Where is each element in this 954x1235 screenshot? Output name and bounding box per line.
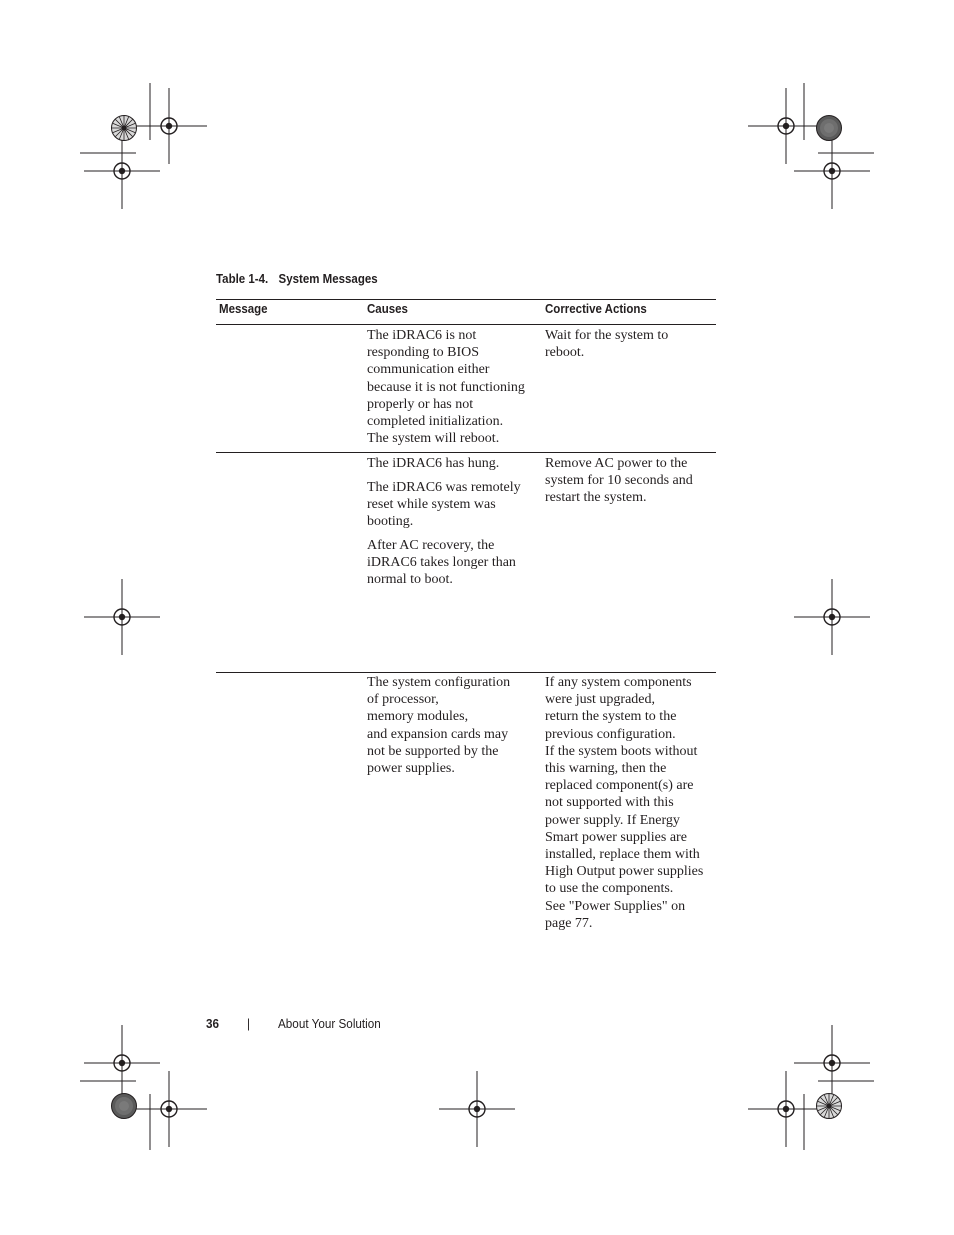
action-paragraph: If any system components were just upgraded, return the system to the previous configuration. If the system boots without this warning, then the replaced component(s) are not supported with this power supply. If Energy Smart power supplies are installed, replace them with High Output power supplies to use the components. See "Power Supplies" on page 77. <box>545 675 704 931</box>
table-row-divider <box>216 452 716 453</box>
column-header-actions: Corrective Actions <box>545 302 647 316</box>
table-title: System Messages <box>278 272 378 286</box>
action-paragraph: Remove AC power to the system for 10 seconds and restart the system. <box>545 456 693 506</box>
column-header-causes: Causes <box>367 302 408 316</box>
table-row-divider <box>216 672 716 673</box>
column-header-message: Message <box>219 302 268 316</box>
cause-paragraph: The iDRAC6 has hung. <box>367 456 500 471</box>
table-row-2-causes <box>367 455 521 588</box>
cause-paragraph: The iDRAC6 is not responding to BIOS communication either because it is not functioning properly or has not completed initialization. The system will reboot. <box>367 328 525 447</box>
table-row-3-causes <box>367 674 510 777</box>
table-top-rule <box>216 299 716 300</box>
footer-separator: | <box>247 1016 251 1031</box>
table-row-1-actions <box>545 327 668 361</box>
cause-paragraph: The system configuration of processor, memory modules, and expansion cards may not be supported by the power supplies. <box>367 675 511 777</box>
cause-paragraph: After AC recovery, the iDRAC6 takes longer than normal to boot. <box>367 537 516 588</box>
cause-paragraph: The iDRAC6 was remotely reset while system was booting. <box>367 479 521 530</box>
action-paragraph: Wait for the system to reboot. <box>545 328 669 361</box>
table-caption <box>216 272 378 286</box>
footer-section-title: About Your Solution <box>278 1016 381 1031</box>
page-number: 36 <box>206 1016 220 1031</box>
table-header-rule <box>216 324 716 325</box>
table-number: Table 1-4. <box>216 272 269 286</box>
table-row-2-actions <box>545 455 693 507</box>
table-row-1-causes <box>367 327 525 447</box>
table-row-3-actions <box>545 674 703 932</box>
